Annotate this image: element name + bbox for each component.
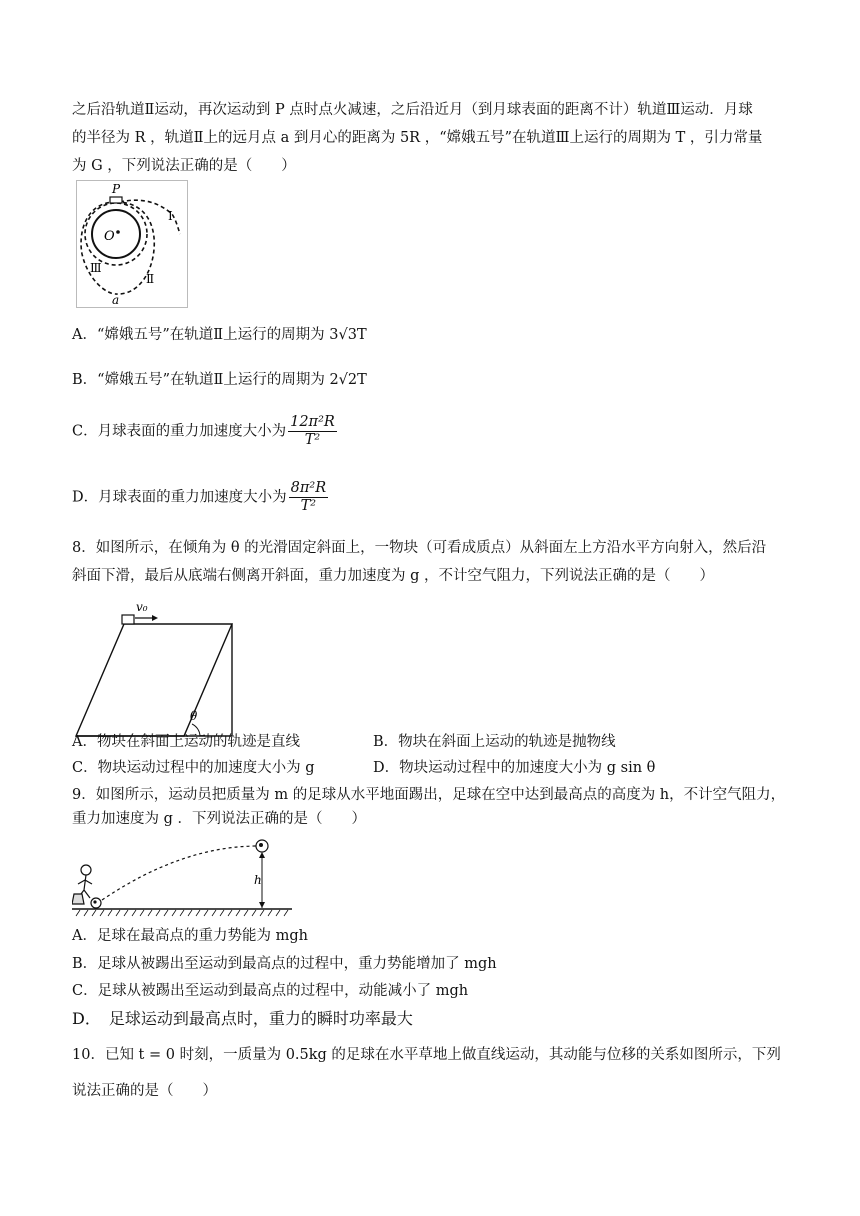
q7-option-d-text: D．月球表面的重力加速度大小为 xyxy=(72,489,287,506)
q7-option-a: A．“嫦娥五号”在轨道Ⅱ上运行的周期为 3√3T xyxy=(72,327,367,343)
q7-option-d xyxy=(72,480,330,515)
q8-stem-line-2: 斜面下滑，最后从底端右侧离开斜面，重力加速度为 g ，不计空气阻力，下列说法正确的是（ ） xyxy=(72,568,714,584)
q8-option-a: A．物块在斜面上运动的轨迹是直线 xyxy=(72,734,300,750)
q7-stem-line-3: 为 G ，下列说法正确的是（ ） xyxy=(72,158,296,174)
moon-circle xyxy=(92,210,140,258)
q7-option-d-fraction xyxy=(289,480,329,515)
label-h: h xyxy=(254,873,262,887)
ground-hatch xyxy=(76,910,288,916)
q8-option-c: C．物块运动过程中的加速度大小为 g xyxy=(72,760,315,776)
ball-start-spot xyxy=(93,900,96,903)
height-arrow-up xyxy=(259,852,265,858)
q8-incline-figure xyxy=(72,600,234,740)
orbit-iii xyxy=(85,203,147,265)
q8-option-b: B．物块在斜面上运动的轨迹是抛物线 xyxy=(373,734,616,750)
block xyxy=(122,615,134,624)
q7-option-b: B．“嫦娥五号”在轨道Ⅱ上运行的周期为 2√2T xyxy=(72,372,367,388)
spacecraft xyxy=(110,197,122,203)
q10-stem-line-1: 10．已知 t = 0 时刻，一质量为 0.5kg 的足球在水平草地上做直线运动，其动能与位移的关系如图所示，下列 xyxy=(72,1047,781,1063)
q9-option-b: B．足球从被踢出至运动到最高点的过程中，重力势能增加了 mgh xyxy=(72,956,497,972)
label-o: O xyxy=(104,229,115,244)
q8-stem-line-1: 8．如图所示，在倾角为 θ 的光滑固定斜面上，一物块（可看成质点）从斜面左上方沿水平方向射入，然后沿 xyxy=(72,540,767,556)
q9-soccer-figure xyxy=(72,838,294,918)
q7-option-c xyxy=(72,414,339,449)
q7-orbit-figure xyxy=(76,180,188,308)
q7-option-d-numerator: 8π²R xyxy=(290,480,327,496)
moon-center xyxy=(116,230,120,234)
orbit-ii-left xyxy=(81,202,116,294)
q7-option-c-fraction xyxy=(288,414,337,449)
q9-stem-line-2: 重力加速度为 g ．下列说法正确的是（ ） xyxy=(72,811,366,827)
player-icon xyxy=(72,865,92,904)
height-arrow-down xyxy=(259,902,265,908)
q7-option-c-numerator: 12π²R xyxy=(290,414,335,430)
velocity-arrowhead xyxy=(152,615,158,621)
label-p: P xyxy=(112,182,121,196)
label-orbit-iii: Ⅲ xyxy=(90,261,102,275)
q9-stem-line-1: 9．如图所示，运动员把质量为 m 的足球从水平地面踢出，足球在空中达到最高点的高度为 h，不计空气阻力， xyxy=(72,787,786,803)
q7-option-c-text: C．月球表面的重力加速度大小为 xyxy=(72,423,287,440)
label-orbit-i: I xyxy=(168,209,173,223)
ball-top-spot xyxy=(259,843,263,847)
q9-option-c: C．足球从被踢出至运动到最高点的过程中，动能减小了 mgh xyxy=(72,983,469,999)
q9-option-a: A．足球在最高点的重力势能为 mgh xyxy=(72,928,308,944)
incline-top-face xyxy=(76,624,232,736)
label-orbit-ii: Ⅱ xyxy=(146,272,155,286)
q7-stem-line-1: 之后沿轨道Ⅱ运动，再次运动到 P 点时点火减速，之后沿近月（到月球表面的距离不计）轨道Ⅲ运动．月球 xyxy=(72,102,753,118)
q7-option-c-denominator: T² xyxy=(304,432,321,448)
trajectory xyxy=(102,846,258,900)
q10-stem-line-2: 说法正确的是（ ） xyxy=(72,1083,217,1099)
q9-option-d: D． 足球运动到最高点时，重力的瞬时功率最大 xyxy=(72,1009,413,1028)
label-v0: v₀ xyxy=(136,600,148,614)
label-theta: θ xyxy=(190,709,198,723)
q7-stem-line-2: 的半径为 R ，轨道Ⅱ上的远月点 a 到月心的距离为 5R ，“嫦娥五号”在轨道Ⅲ上运行的周期为 T ，引力常量 xyxy=(72,130,763,146)
q7-option-d-denominator: T² xyxy=(300,498,317,514)
q8-option-d: D．物块运动过程中的加速度大小为 g sin θ xyxy=(373,760,656,776)
label-a: a xyxy=(112,293,120,307)
